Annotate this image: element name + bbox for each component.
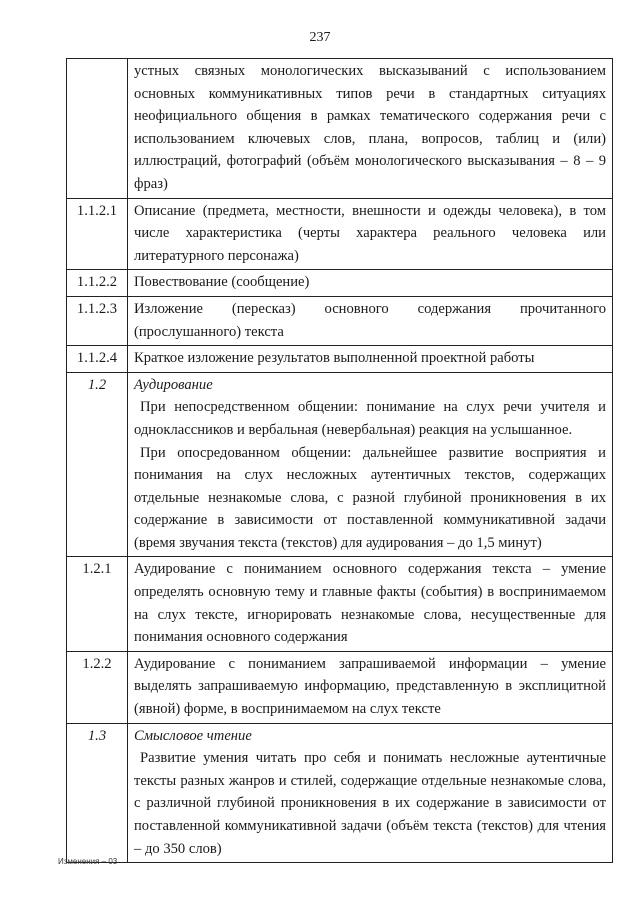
section-heading: Аудирование (134, 376, 213, 393)
curriculum-table (66, 58, 613, 863)
section-paragraph: Повествование (сообщение) (134, 274, 310, 291)
section-content (128, 270, 613, 297)
section-paragraph: Изложение (пересказ) основного содержания прочитанного (прослушанного) текста (134, 300, 606, 340)
section-content (128, 723, 613, 863)
table-row (67, 296, 613, 345)
table-row (67, 651, 613, 723)
section-paragraph: Краткое изложение результатов выполненной проектной работы (134, 350, 535, 367)
section-code: 1.1.2.2 (67, 270, 128, 297)
section-content (128, 557, 613, 651)
section-paragraph: устных связных монологических высказываний с использованием основных коммуникативных типов речи в стандартных ситуациях неофициального общения в рамках тематического содержания речи с использованием ключевых слов, плана, вопросов, таблиц и (или) иллюстраций, фотографий (объём монологического высказывания – 8 – 9 фраз) (134, 63, 606, 192)
section-code: 1.2.2 (67, 651, 128, 723)
section-code (67, 59, 128, 199)
section-content (128, 372, 613, 557)
section-paragraph: Развитие умения читать про себя и понимать несложные аутентичные тексты разных жанров и стилей, содержащие отдельные незнакомые слова, с различной глубиной проникновения в их содержание в зависимости от поставленной коммуникативной задачи (объём текста (текстов) для чтения – до 350 слов) (134, 750, 606, 857)
table-row (67, 270, 613, 297)
section-paragraph: Аудирование с пониманием основного содержания текста – умение определять основную тему и главные факты (события) в воспринимаемом на слух тексте, игнорировать незнакомые слова, несущественные для понимания основного содержания (134, 561, 606, 646)
table-row (67, 346, 613, 373)
table-row (67, 723, 613, 863)
section-code: 1.1.2.4 (67, 346, 128, 373)
table-row (67, 557, 613, 651)
section-code: 1.1.2.3 (67, 296, 128, 345)
section-code: 1.2.1 (67, 557, 128, 651)
section-code: 1.3 (67, 723, 128, 863)
section-paragraph: При непосредственном общении: понимание на слух речи учителя и одноклассников и вербальная (невербальная) реакция на услышанное. (134, 399, 606, 438)
table-row (67, 59, 613, 199)
section-code: 1.1.2.1 (67, 198, 128, 270)
section-content (128, 296, 613, 345)
section-paragraph: Описание (предмета, местности, внешности и одежды человека), в том числе характеристика (черты характера реального человека или литературного персонажа) (134, 202, 606, 264)
section-paragraph: Аудирование с пониманием запрашиваемой информации – умение выделять запрашиваемую информацию, представленную в эксплицитной (явной) форме, в воспринимаемом на слух тексте (134, 655, 606, 718)
page-number: 237 (309, 30, 331, 45)
table-body (67, 59, 613, 863)
section-paragraph: При опосредованном общении: дальнейшее развитие восприятия и понимания на слух несложных аутентичных текстов, содержащих отдельные незнакомые слова, с разной глубиной проникновения в их содержание в зависимости от поставленной коммуникативной задачи (время звучания текста (текстов) для аудирования – до 1,5 минут) (134, 444, 606, 551)
section-code: 1.2 (67, 372, 128, 557)
table-row (67, 198, 613, 270)
section-content (128, 59, 613, 199)
section-content (128, 651, 613, 723)
section-heading: Смысловое чтение (134, 727, 252, 744)
page-footer: Изменения – 03 (58, 857, 118, 866)
section-content (128, 198, 613, 270)
table-row (67, 372, 613, 557)
section-content (128, 346, 613, 373)
